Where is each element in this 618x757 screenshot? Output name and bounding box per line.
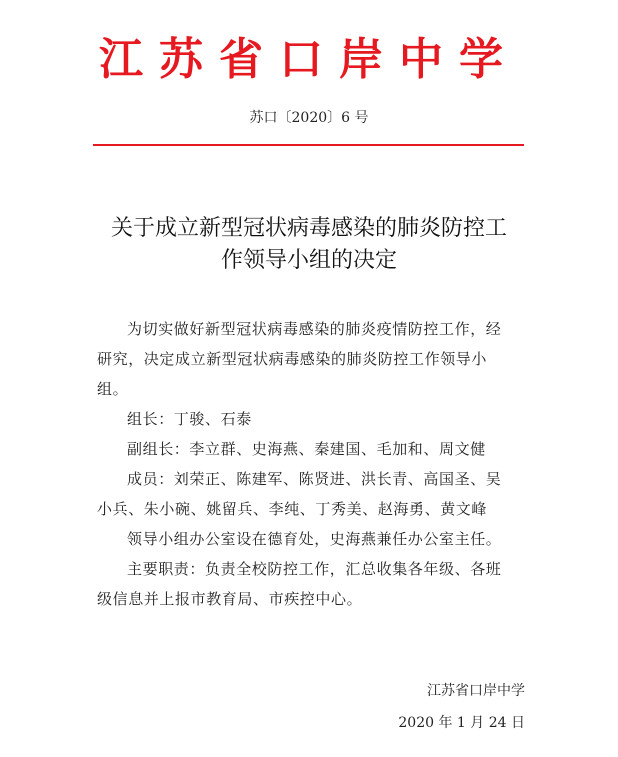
members-line-1: 成员：刘荣正、陈建军、陈贤进、洪长青、高国圣、吴 bbox=[127, 470, 502, 488]
red-divider-line bbox=[93, 144, 524, 146]
letterhead-title: 江苏省口岸中学 bbox=[99, 34, 519, 85]
duties-paragraph bbox=[97, 554, 525, 614]
document-title-line-2: 作领导小组的决定 bbox=[220, 248, 397, 273]
duties-line-1: 主要职责：负责全校防控工作，汇总收集各年级、各班 bbox=[127, 560, 502, 578]
document-title-line-1: 关于成立新型冠状病毒感染的肺炎防控工 bbox=[110, 216, 507, 241]
intro-line-2: 研究，决定成立新型冠状病毒感染的肺炎防控工作领导小 bbox=[97, 350, 488, 368]
document-number: 苏口〔2020〕6 号 bbox=[249, 110, 369, 126]
intro-paragraph bbox=[97, 314, 525, 404]
intro-line-3: 组。 bbox=[97, 380, 129, 398]
intro-line-1: 为切实做好新型冠状病毒感染的肺炎疫情防控工作，经 bbox=[127, 320, 502, 338]
leader-line: 组长：丁骏、石泰 bbox=[127, 410, 252, 428]
document-title bbox=[0, 213, 618, 277]
deputy-leader-line: 副组长：李立群、史海燕、秦建国、毛加和、周文健 bbox=[127, 440, 486, 458]
office-line: 领导小组办公室设在德育处，史海燕兼任办公室主任。 bbox=[127, 530, 502, 548]
members-paragraph bbox=[97, 464, 525, 524]
signature-org: 江苏省口岸中学 bbox=[427, 683, 525, 699]
duties-line-2: 级信息并上报市教育局、市疾控中心。 bbox=[97, 590, 363, 608]
members-line-2: 小兵、朱小碗、姚留兵、李纯、丁秀美、赵海勇、黄文峰 bbox=[97, 500, 488, 518]
document-body bbox=[97, 314, 525, 614]
signature-date: 2020 年 1 月 24 日 bbox=[398, 715, 525, 731]
signature-block bbox=[398, 675, 525, 739]
